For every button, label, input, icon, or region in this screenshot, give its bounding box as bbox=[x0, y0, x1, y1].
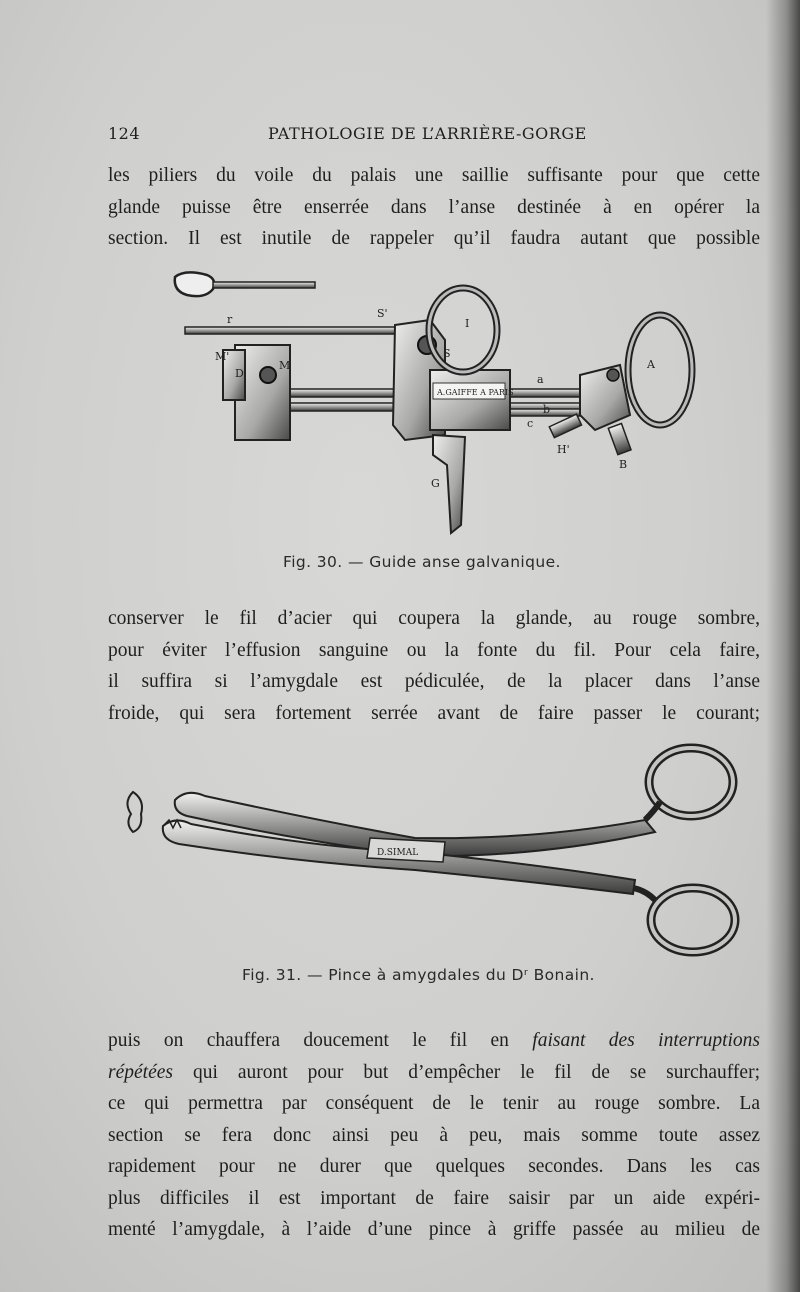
label-r: r bbox=[227, 313, 233, 326]
text-line: conserver le fil d’acier qui coupera la glande, au rouge sombre, bbox=[108, 608, 760, 629]
engraved-maker-mark: D.SIMAL bbox=[377, 848, 419, 858]
label-a-lower: a bbox=[537, 373, 544, 386]
label-b-lower: b bbox=[543, 403, 551, 416]
running-head bbox=[108, 124, 758, 148]
label-m: M bbox=[279, 359, 291, 372]
page-spine-shadow bbox=[766, 0, 800, 1292]
label-i: I bbox=[465, 317, 470, 330]
label-m-prime: M' bbox=[215, 350, 230, 363]
label-b: B bbox=[619, 458, 628, 471]
text-line: les piliers du voile du palais une saillie suffisante pour que cette bbox=[108, 165, 760, 186]
label-d-prime: D' bbox=[235, 367, 247, 380]
text-line: rapidement pour ne durer que quelques secondes. Dans les cas bbox=[108, 1156, 760, 1177]
label-h-prime: H' bbox=[557, 443, 570, 456]
label-a: A bbox=[647, 358, 655, 371]
text-run: qui auront pour but d’empêcher le fil de se surchauffer; bbox=[172, 1061, 760, 1083]
label-s-prime: S' bbox=[377, 307, 388, 320]
figure-30-caption: Fig. 30. — Guide anse galvanique. bbox=[283, 553, 561, 571]
page-number: 124 bbox=[108, 124, 141, 143]
text-line: section se fera donc ainsi peu à peu, mais somme toute assez bbox=[108, 1124, 760, 1146]
text-line: ce qui permettra par conséquent de le tenir au rouge sombre. La bbox=[108, 1093, 760, 1114]
text-line: glande puisse être enserrée dans l’anse destinée à en opérer la bbox=[108, 196, 760, 218]
text-line: section. Il est inutile de rappeler qu’il faudra autant que possible bbox=[108, 228, 760, 249]
galvanic-loop-guide-illustration bbox=[165, 265, 705, 545]
engraved-maker-mark: A.GAIFFE A PARIS bbox=[437, 388, 514, 397]
paragraph-1 bbox=[108, 160, 760, 255]
text-run: puis on chauffera doucement le fil en bbox=[108, 1030, 533, 1051]
label-s: S bbox=[443, 347, 451, 360]
text-line: plus difficiles il est important de faire saisir par un aide expéri- bbox=[108, 1187, 760, 1209]
text-line: froide, qui sera fortement serrée avant de faire passer le courant; bbox=[108, 702, 760, 724]
label-g: G bbox=[431, 477, 440, 490]
text-line bbox=[108, 1057, 760, 1089]
paragraph-2 bbox=[108, 603, 760, 729]
tonsil-forceps-illustration bbox=[115, 740, 745, 965]
italic-run: faisant des interruptions bbox=[532, 1030, 760, 1051]
label-c-lower: c bbox=[527, 417, 534, 430]
figure-31-tonsil-forceps bbox=[115, 740, 745, 965]
text-line: menté l’amygdale, à l’aide d’une pince à griffe passée au milieu de bbox=[108, 1219, 760, 1240]
text-line: il suffira si l’amygdale est pédiculée, de la placer dans l’anse bbox=[108, 671, 760, 692]
paragraph-3 bbox=[108, 1025, 760, 1246]
figure-31-caption: Fig. 31. — Pince à amygdales du Dʳ Bonain. bbox=[242, 966, 595, 984]
text-line bbox=[108, 1025, 760, 1057]
figure-30-galvanic-loop-guide bbox=[165, 265, 705, 545]
running-title: PATHOLOGIE DE L’ARRIÈRE-GORGE bbox=[268, 124, 587, 143]
italic-run: répétées bbox=[108, 1061, 173, 1083]
text-line: pour éviter l’effusion sanguine ou la fonte du fil. Pour cela faire, bbox=[108, 639, 760, 661]
